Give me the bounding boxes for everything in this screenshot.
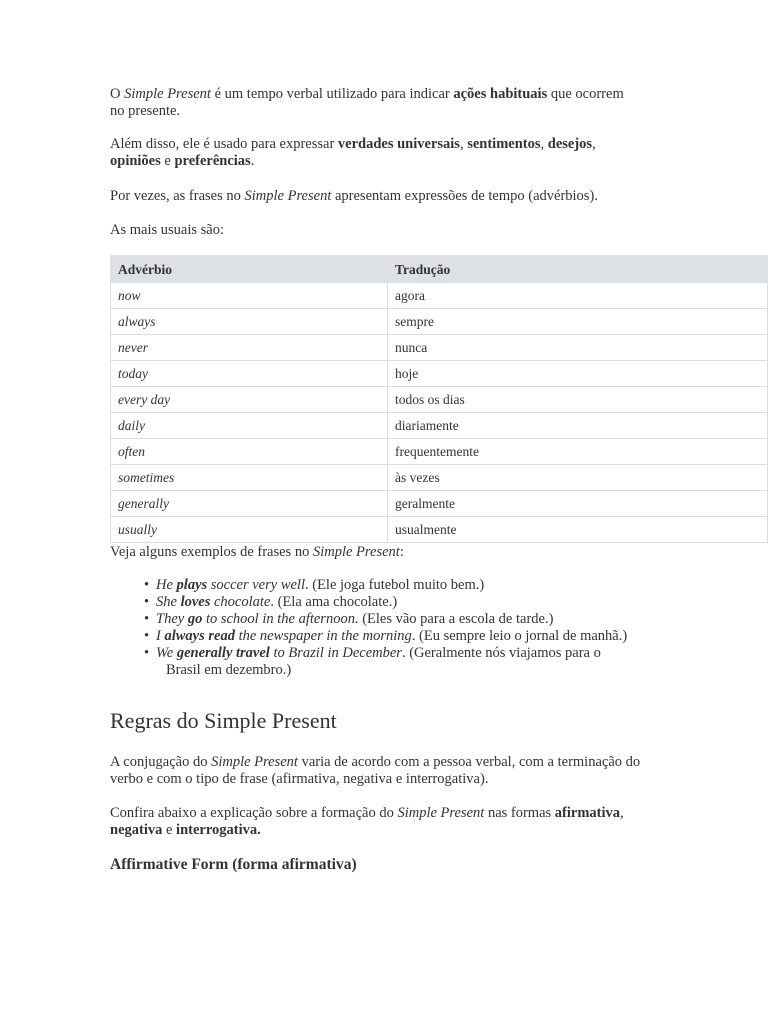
text: e xyxy=(162,822,177,838)
text: to Brazil in December xyxy=(269,645,402,661)
text: e xyxy=(160,153,175,169)
examples-intro xyxy=(110,544,404,561)
bold-verb: always read xyxy=(164,628,235,644)
list-item xyxy=(156,611,636,628)
english-sentence xyxy=(156,611,359,627)
text: , xyxy=(540,136,548,152)
text: que ocorrem no presente. xyxy=(110,86,624,119)
adverb-cell: often xyxy=(111,439,388,465)
translation-cell: sempre xyxy=(388,309,768,335)
bold-verb: go xyxy=(187,611,203,627)
table-row xyxy=(111,283,768,309)
text: , xyxy=(620,805,624,821)
text: : xyxy=(399,544,404,560)
examples-list xyxy=(110,577,636,679)
usual-paragraph: As mais usuais são: xyxy=(110,222,224,238)
translation: . (Ela ama chocolate.) xyxy=(270,594,398,610)
bold-term: opiniões xyxy=(110,153,161,169)
translation-cell: agora xyxy=(388,283,768,309)
text: A conjugação do xyxy=(110,754,212,770)
text: soccer very well xyxy=(207,577,305,593)
adverb-cell: never xyxy=(111,335,388,361)
text: varia de acordo com a pessoa verbal, com a terminação do verbo e com o tipo de frase (afirmativa, negativa e interrogativa). xyxy=(110,754,641,787)
bold-term: negativa xyxy=(110,822,163,838)
table-row xyxy=(111,517,768,543)
translation: . (Ele joga futebol muito bem.) xyxy=(305,577,485,593)
text: Além disso, ele é usado para expressar xyxy=(110,136,338,152)
bold-term: interrogativa. xyxy=(176,822,261,838)
intro-paragraph xyxy=(110,86,630,120)
adverb-cell: every day xyxy=(111,387,388,413)
text: chocolate xyxy=(210,594,271,610)
term: Simple Present xyxy=(312,544,400,560)
section-title: Regras do Simple Present xyxy=(110,708,337,733)
text: nas formas xyxy=(484,805,555,821)
conjugation-paragraph xyxy=(110,754,670,788)
table-row xyxy=(111,361,768,387)
english-sentence xyxy=(156,628,412,644)
translation: . (Geralmente nós viajamos para o Brasil em dezembro.) xyxy=(166,645,601,678)
translation-cell: frequentemente xyxy=(388,439,768,465)
translation-cell: geralmente xyxy=(388,491,768,517)
english-sentence xyxy=(156,645,402,661)
table-row xyxy=(111,439,768,465)
translation: (Eles vão para a escola de tarde.) xyxy=(358,611,554,627)
bold-term: ações habituais xyxy=(453,86,548,102)
list-item xyxy=(156,577,636,594)
list-item xyxy=(156,645,636,679)
translation-cell: às vezes xyxy=(388,465,768,491)
column-header-translation: Tradução xyxy=(388,256,768,283)
translation-cell: diariamente xyxy=(388,413,768,439)
text: Por vezes, as frases no xyxy=(110,188,245,204)
bold-verb: plays xyxy=(176,577,208,593)
term: Simple Present xyxy=(244,188,332,204)
english-sentence xyxy=(156,594,270,610)
bold-term: verdades universais xyxy=(337,136,460,152)
text: We xyxy=(156,645,177,661)
adverb-cell: today xyxy=(111,361,388,387)
text: , xyxy=(592,136,596,152)
translation-cell: todos os dias xyxy=(388,387,768,413)
text: Confira abaixo a explicação sobre a formação do xyxy=(110,805,398,821)
bold-term: afirmativa xyxy=(554,805,621,821)
adverb-cell: usually xyxy=(111,517,388,543)
adverb-cell: now xyxy=(111,283,388,309)
forms-paragraph xyxy=(110,805,630,839)
bold-verb: generally travel xyxy=(176,645,270,661)
text: She xyxy=(156,594,181,610)
adverbs-paragraph xyxy=(110,188,670,205)
adverbs-table xyxy=(110,255,768,543)
adverb-cell: sometimes xyxy=(111,465,388,491)
english-sentence xyxy=(156,577,305,593)
bold-verb: loves xyxy=(180,594,211,610)
table-header-row xyxy=(111,256,768,283)
table-row xyxy=(111,309,768,335)
translation-cell: hoje xyxy=(388,361,768,387)
bold-term: preferências xyxy=(174,153,251,169)
uses-paragraph xyxy=(110,136,630,170)
adverb-cell: always xyxy=(111,309,388,335)
term: Simple Present xyxy=(124,86,211,102)
text: to school in the afternoon. xyxy=(202,611,359,627)
table-row xyxy=(111,413,768,439)
table-row xyxy=(111,491,768,517)
bold-term: desejos xyxy=(547,136,593,152)
text: . xyxy=(250,153,255,169)
text: , xyxy=(459,136,468,152)
term: Simple Present xyxy=(397,805,485,821)
list-item xyxy=(156,628,636,645)
text: apresentam expressões de tempo (advérbios). xyxy=(331,188,598,204)
adverb-cell: daily xyxy=(111,413,388,439)
list-item xyxy=(156,594,636,611)
bold-term: sentimentos xyxy=(467,136,541,152)
text: He xyxy=(156,577,177,593)
column-header-adverb: Advérbio xyxy=(111,256,388,283)
text: the newspaper in the morning xyxy=(234,628,412,644)
adverb-cell: generally xyxy=(111,491,388,517)
table-row xyxy=(111,335,768,361)
subsection-title: Affirmative Form (forma afirmativa) xyxy=(110,856,357,873)
table-row xyxy=(111,387,768,413)
text: They xyxy=(156,611,188,627)
text: é um tempo verbal utilizado para indicar xyxy=(210,86,454,102)
text: Veja alguns exemplos de frases no xyxy=(110,544,313,560)
translation: . (Eu sempre leio o jornal de manhã.) xyxy=(411,628,628,644)
term: Simple Present xyxy=(211,754,298,770)
text: O xyxy=(110,86,125,102)
table-row xyxy=(111,465,768,491)
text: I xyxy=(156,628,165,644)
translation-cell: nunca xyxy=(388,335,768,361)
translation-cell: usualmente xyxy=(388,517,768,543)
